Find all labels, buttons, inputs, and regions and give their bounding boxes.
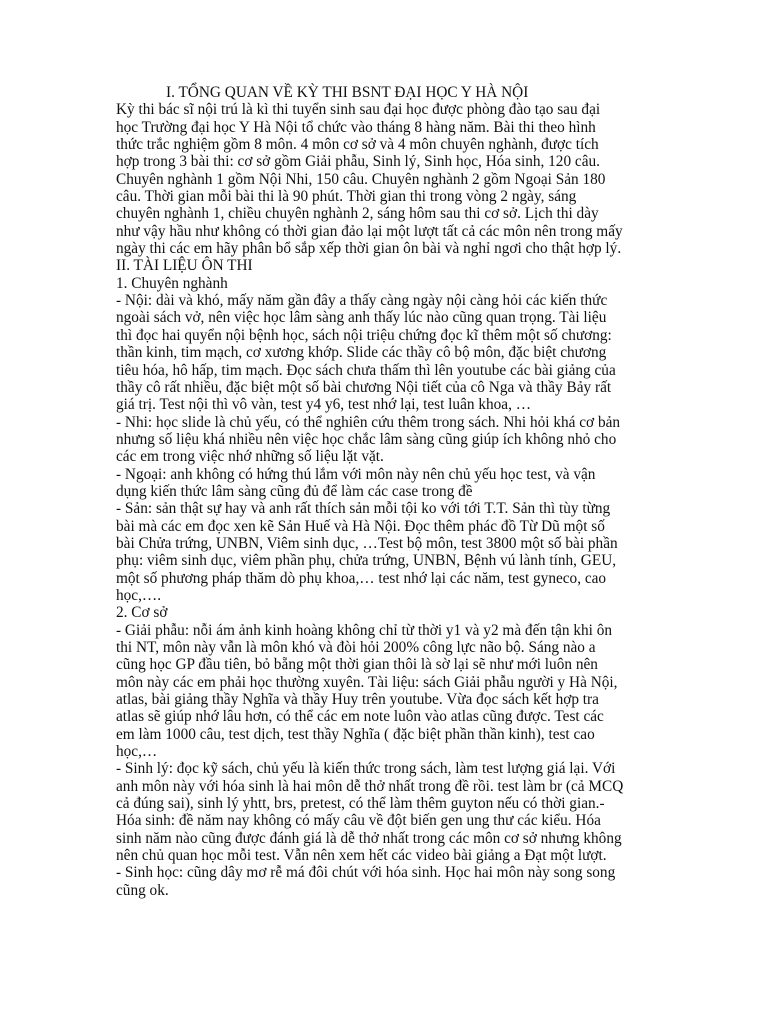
text-line: học,… <box>116 743 158 761</box>
text-line: phụ: viêm sinh dục, viêm phần phụ, chửa trứng, UNBN, Bệnh vú lành tính, GEU, <box>116 552 617 570</box>
text-line: - Giải phẫu: nỗi ám ảnh kinh hoàng không chỉ từ thời y1 và y2 mà đến tận khi ôn <box>116 621 613 639</box>
text-line: cũng ok. <box>116 881 169 899</box>
text-line: thầy cô rất nhiều, đặc biệt một số bài chương Nội tiết của cô Nga và thầy Bảy rất <box>116 378 612 396</box>
text-line: cũng học GP đầu tiên, bỏ bẵng một thời gian thôi là sờ lại sẽ như mới luôn nên <box>116 656 598 674</box>
text-line: ngoài sách vở, nên việc học lâm sàng anh thấy lúc nào cũng quan trọng. Tài liệu <box>116 309 607 327</box>
text-line: học Trường đại học Y Hà Nội tổ chức vào tháng 8 hàng năm. Bài thi theo hình <box>116 118 596 136</box>
text-line: - Sinh lý: đọc kỹ sách, chủ yếu là kiến thức trong sách, làm test lượng giá lại. Với <box>116 760 616 778</box>
text-line: các em trong việc nhớ những số liệu lặt vặt. <box>116 448 384 466</box>
text-line: - Nội: dài và khó, mấy năm gần đây a thấy càng ngày nội càng hỏi các kiến thức <box>116 292 608 310</box>
text-line: như vậy hầu như không có thời gian đảo lại một lượt tất cả các môn nên trong mấy <box>116 222 623 240</box>
text-line: cả đúng sai), sinh lý yhtt, brs, pretest, có thể làm thêm guyton nếu có thời gian.- <box>116 795 605 813</box>
document-page <box>116 84 656 899</box>
text-line: môn này các em phải học thường xuyên. Tài liệu: sách Giải phẫu người y Hà Nội, <box>116 673 618 691</box>
text-line: giá trị. Test nội thì vô vàn, test y4 y6, test nhớ lại, test luân khoa, … <box>116 396 532 414</box>
text-line: II. TÀI LIỆU ÔN THI <box>116 257 253 275</box>
text-line: nhưng số liệu khá nhiều nên việc học chắc lâm sàng cũng giúp ích không nhỏ cho <box>116 430 617 448</box>
text-line: - Ngoại: anh không có hứng thú lắm với môn này nên chủ yếu học test, và vận <box>116 465 596 483</box>
text-line: câu. Thời gian mỗi bài thi là 90 phút. Thời gian thi trong vòng 2 ngày, sáng <box>116 188 577 206</box>
text-line: tiêu hóa, hô hấp, tim mạch. Đọc sách chưa thấm thì lên youtube các bài giảng của <box>116 361 616 379</box>
text-line: thì đọc hai quyển nội bệnh học, sách nội triệu chứng đọc kĩ thêm một số chương: <box>116 326 612 344</box>
section-title: I. TỔNG QUAN VỀ KỲ THI BSNT ĐẠI HỌC Y HÀ NỘI <box>166 84 529 101</box>
text-line: - Sinh học: cũng dây mơ rễ má đôi chút với hóa sinh. Học hai môn này song song <box>116 864 616 882</box>
text-line: hợp trong 3 bài thi: cơ sở gồm Giải phẫu, Sinh lý, Sinh học, Hóa sinh, 120 câu. <box>116 153 600 171</box>
text-line: thi NT, môn này vẫn là môn khó và đòi hỏi 200% công lực não bộ. Sáng nào a <box>116 639 596 656</box>
text-line: anh môn này với hóa sinh là hai môn dễ thở nhất trong đề rồi. test làm br (cả MCQ <box>116 777 624 795</box>
text-line: Kỳ thi bác sĩ nội trú là kì thi tuyển sinh sau đại học được phòng đào tạo sau đại <box>116 101 601 119</box>
text-line: em làm 1000 câu, test dịch, test thầy Nghĩa ( đặc biệt phần thần kinh), test cao <box>116 725 595 743</box>
text-line: - Nhi: học slide là chủ yếu, có thể nghiên cứu thêm trong sách. Nhi hỏi khá cơ bản <box>116 413 621 431</box>
text-line: dụng kiến thức lâm sàng cũng đủ để làm các case trong đề <box>116 482 473 500</box>
text-line: bài mà các em đọc xen kẽ Sản Huế và Hà Nội. Đọc thêm phác đồ Từ Dũ một số <box>116 517 605 535</box>
text-line: Hóa sinh: đề năm nay không có mấy câu về đột biến gen ung thư các kiểu. Hóa <box>116 812 601 830</box>
text-line: ngày thi các em hãy phân bổ sắp xếp thời gian ôn bài và nghỉ ngơi cho thật hợp lý. <box>116 240 622 258</box>
text-line: atlas sẽ giúp nhớ lâu hơn, có thể các em note luôn vào atlas cũng được. Test các <box>116 708 604 726</box>
text-line: 1. Chuyên nghành <box>116 274 228 292</box>
text-line: - Sản: sản thật sự hay và anh rất thích sản mỗi tội ko với tới T.T. Sản thì tùy từng <box>116 500 611 518</box>
text-line: Chuyên nghành 1 gồm Nội Nhi, 150 câu. Chuyên nghành 2 gồm Ngoại Sản 180 <box>116 170 606 188</box>
text-line: atlas, bài giảng thầy Nghĩa và thầy Huy trên youtube. Vừa đọc sách kết hợp tra <box>116 691 599 709</box>
text-line: học,…. <box>116 586 162 604</box>
text-line: thần kinh, tim mạch, cơ xương khớp. Slide các thầy cô bộ môn, đặc biệt chương <box>116 344 607 362</box>
text-line: 2. Cơ sở <box>116 604 168 622</box>
text-line: sinh năm nào cũng được đánh giá là dễ thở nhất trong các môn cơ sở nhưng không <box>116 829 622 847</box>
text-line: chuyên nghành 1, chiều chuyên nghành 2, sáng hôm sau thi cơ sở. Lịch thi dày <box>116 205 599 223</box>
text-line: nên chủ quan học mỗi test. Vẫn nên xem hết các video bài giảng a Đạt một lượt. <box>116 847 607 865</box>
text-line: bài Chửa trứng, UNBN, Viêm sinh dục, …Test bộ môn, test 3800 một số bài phần <box>116 534 618 552</box>
text-line: thức trắc nghiệm gồm 8 môn. 4 môn cơ sở và 4 môn chuyên nghành, được tích <box>116 136 599 154</box>
text-line: một số phương pháp thăm dò phụ khoa,… test nhớ lại các năm, test gyneco, cao <box>116 569 607 587</box>
